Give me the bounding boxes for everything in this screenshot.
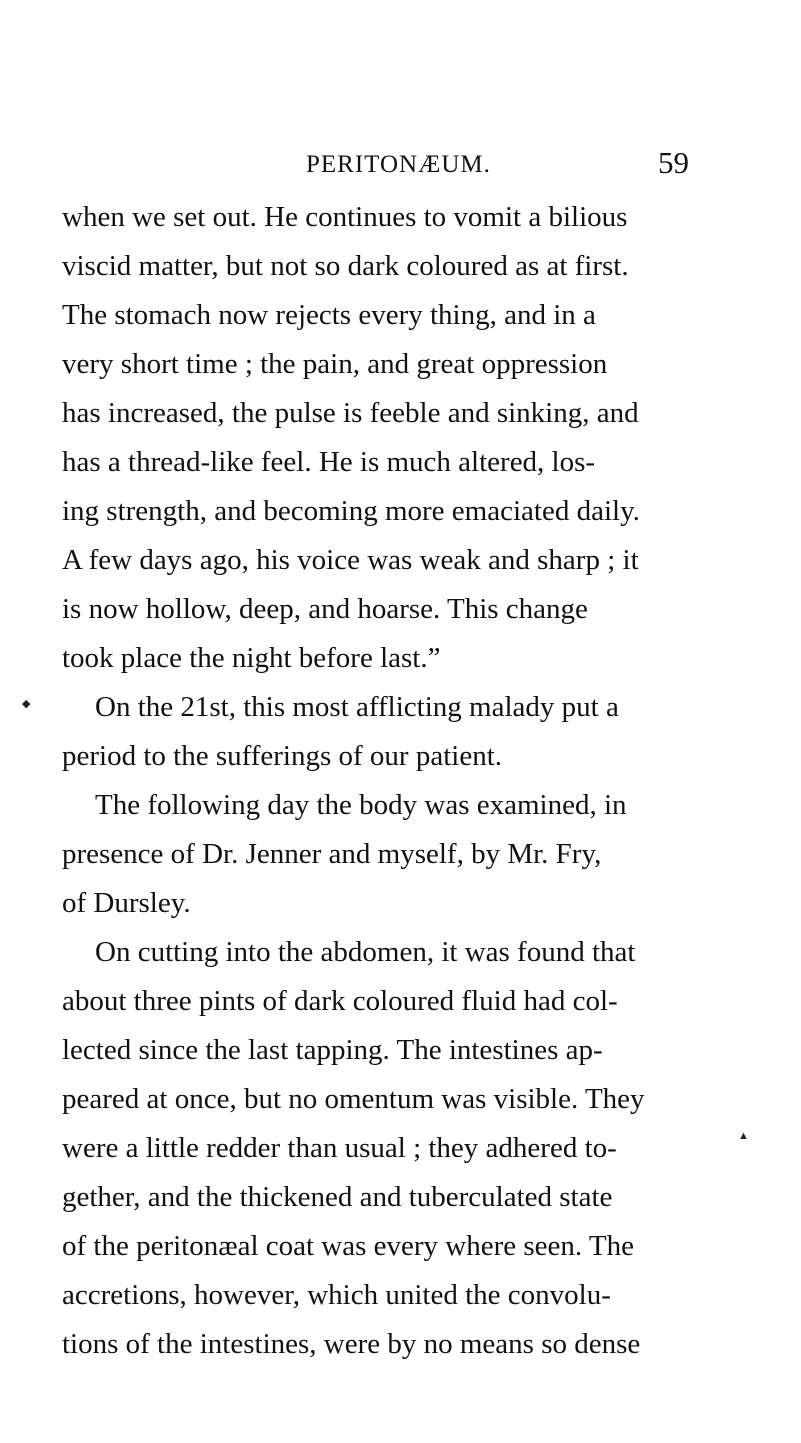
text-line: when we set out. He continues to vomit a bilious (62, 201, 628, 233)
text-line: very short time ; the pain, and great oppression (62, 348, 608, 380)
text-line: On cutting into the abdomen, it was found that (95, 936, 636, 968)
text-line: accretions, however, which united the convolu- (62, 1279, 611, 1311)
text-line: tions of the intestines, were by no means so dense (62, 1328, 641, 1360)
ink-speck-mark: ◆ (22, 698, 31, 710)
text-line: of the peritonæal coat was every where seen. The (62, 1230, 634, 1262)
ink-speck-mark: ▲ (738, 1130, 749, 1142)
text-line: peared at once, but no omentum was visible. They (62, 1083, 645, 1115)
text-line: gether, and the thickened and tuberculated state (62, 1181, 613, 1213)
text-line: The stomach now rejects every thing, and in a (62, 299, 596, 331)
text-line: took place the night before last.” (62, 642, 441, 674)
text-line: A few days ago, his voice was weak and sharp ; it (62, 544, 639, 576)
page-number: 59 (658, 145, 689, 180)
text-line: period to the sufferings of our patient. (62, 740, 502, 772)
text-line: were a little redder than usual ; they adhered to- (62, 1132, 617, 1164)
text-line: has a thread-like feel. He is much altered, los- (62, 446, 596, 478)
text-line: viscid matter, but not so dark coloured as at first. (62, 250, 629, 282)
page-header (0, 140, 801, 190)
text-line: ing strength, and becoming more emaciated daily. (62, 495, 640, 527)
text-line: lected since the last tapping. The intestines ap- (62, 1034, 603, 1066)
text-line: presence of Dr. Jenner and myself, by Mr. Fry, (62, 838, 602, 870)
text-line: The following day the body was examined, in (95, 789, 627, 821)
text-line: On the 21st, this most afflicting malady put a (95, 691, 619, 723)
text-line: of Dursley. (62, 887, 191, 919)
running-title: PERITONÆUM. (306, 151, 491, 178)
text-line: has increased, the pulse is feeble and sinking, and (62, 397, 639, 429)
text-line: is now hollow, deep, and hoarse. This change (62, 593, 588, 625)
text-line: about three pints of dark coloured fluid had col- (62, 985, 618, 1017)
